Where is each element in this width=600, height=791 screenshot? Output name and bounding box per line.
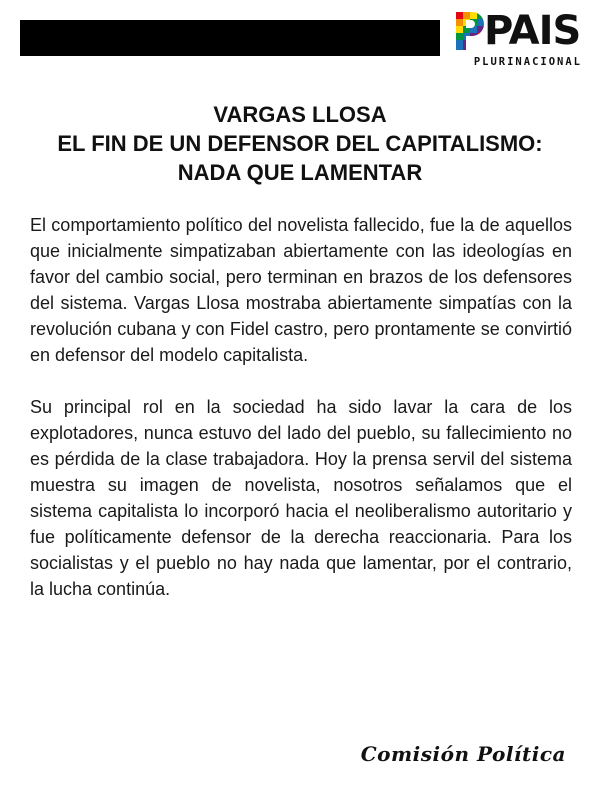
signature: Comisión Política <box>360 742 566 766</box>
paragraph-1: El comportamiento político del novelista fallecido, fue la de aquellos que inicialmente simpatizaban abiertamente con las ideologías en favor del cambio social, pero terminan en brazos de los defensores del sistema. Vargas Llosa mostraba abiertamente simpatías con la revolución cubana y con Fidel castro, pero prontamente se convirtió en defensor del modelo capitalista. <box>30 215 572 365</box>
title-line-3: NADA QUE LAMENTAR <box>177 160 423 185</box>
pais-logo <box>456 8 584 72</box>
title-line-2: EL FIN DE UN DEFENSOR DEL CAPITALISMO: <box>57 131 543 156</box>
title-line-1: VARGAS LLOSA <box>213 102 387 127</box>
document-title <box>0 100 600 187</box>
logo-subtitle: PLURINACIONAL <box>473 56 582 68</box>
paragraph-2: Su principal rol en la sociedad ha sido lavar la cara de los explotadores, nunca estuvo del lado del pueblo, su fallecimiento no es pérdida de la clase trabajadora. Hoy la prensa servil del sistema muestra su imagen de novelista, nosotros señalamos que el sistema capitalista lo incorporó hacia el neoliberalismo autoritario y fue políticamente defensor de la derecha reaccionaria. Para los socialistas y el pueblo no hay nada que lamentar, por el contrario, la lucha continúa. <box>30 397 572 599</box>
wiphala-p-icon <box>456 12 484 50</box>
redacted-header-bar <box>20 20 440 56</box>
document-body <box>30 212 572 602</box>
logo-wordmark: PAIS <box>484 8 581 54</box>
